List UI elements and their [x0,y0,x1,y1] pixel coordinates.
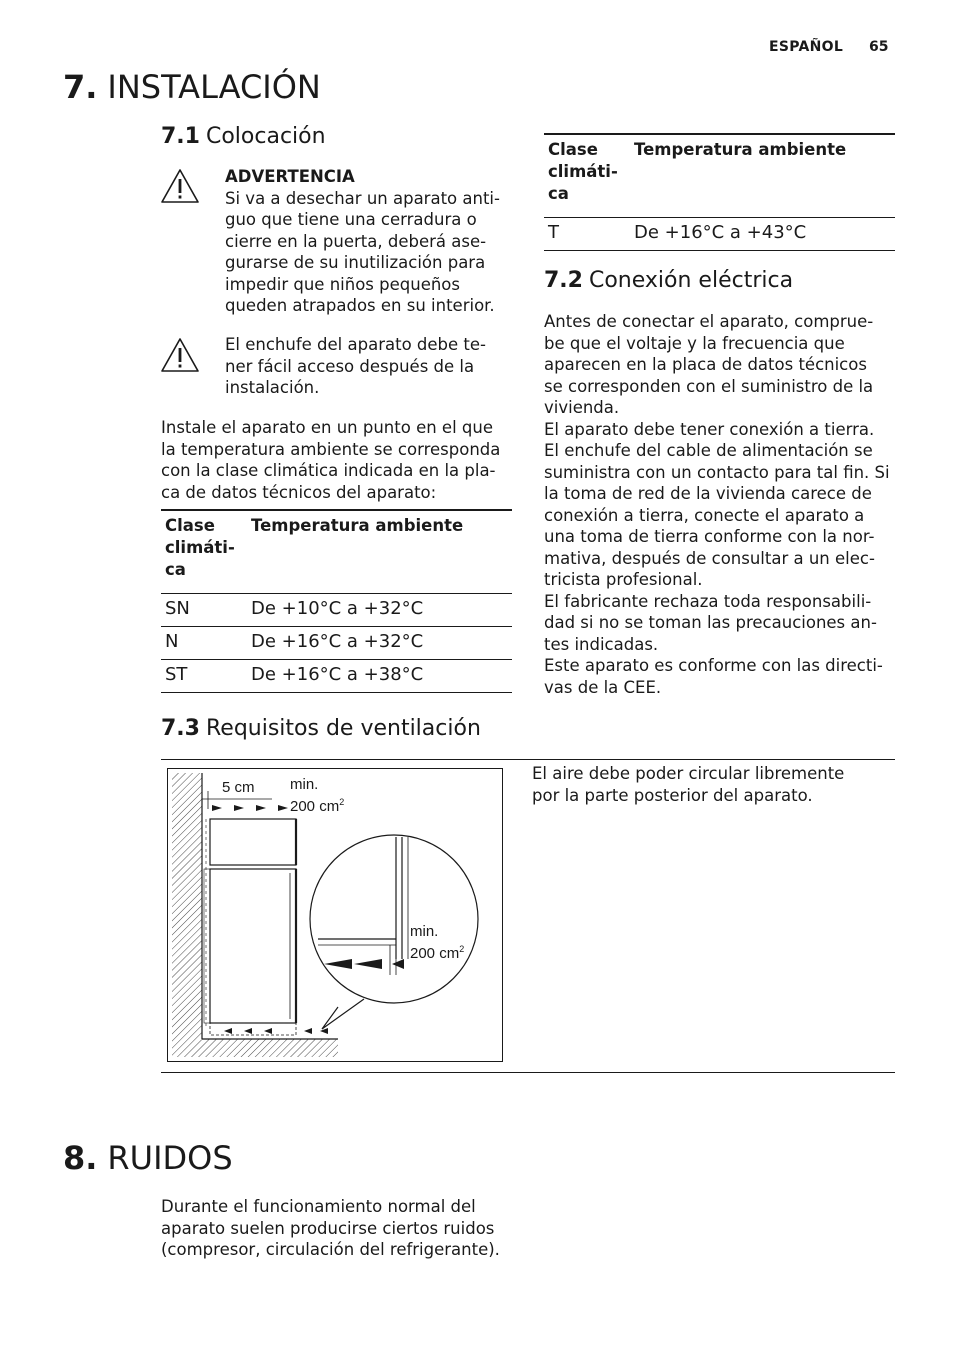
warning-1-line: impedir que niños pequeños [225,274,460,294]
floor-hatch [202,1039,338,1057]
intro-line: ca de datos técnicos del aparato: [161,482,437,502]
warning-2 [225,334,515,399]
table-cell: De +16°C a +43°C [634,222,807,243]
chapter-8-number: 8. [63,1139,98,1177]
body-line: una toma de tierra conforme con la nor- [544,527,875,546]
chapter-7-number: 7. [63,68,98,106]
section-7-2-title [544,268,793,293]
warning-1-line: guo que tiene una cerradura o [225,210,477,229]
warning-1-line: cierre en la puerta, deberá ase- [225,231,487,251]
ventilation-figure [167,768,503,1062]
body-line: Este aparato es conforme con las directi- [544,656,883,675]
body-line: dad si no se toman las precauciones an- [544,613,877,632]
warning-2-line: ner fácil acceso después de la [225,356,475,376]
body-line: (compresor, circulación del refrigerante). [161,1240,500,1259]
warning-2-line: El enchufe del aparato debe te- [225,335,486,354]
warning-triangle-icon [160,337,200,373]
gap-label: 5 cm [222,779,255,796]
table-cell: N [165,631,179,652]
body-line: aparato suelen producirse ciertos ruidos [161,1218,495,1238]
section-7-1-intro [161,417,521,503]
table-row [544,218,895,251]
detail-min-label: min. [410,923,439,940]
body-line: suministra con un contacto para tal fin. Si [544,462,890,482]
body-line: tricista profesional. [544,570,703,589]
climate-class-table [161,509,512,693]
body-line: El enchufe del cable de alimentación se [544,441,873,460]
section-7-2-number: 7.2 [544,268,583,293]
body-line: El aparato debe tener conexión a tierra. [544,419,875,439]
body-line: por la parte posterior del aparato. [532,785,813,805]
chapter-8-body [161,1196,531,1261]
body-line: conexión a tierra, conecte el aparato a [544,505,865,525]
intro-line: la temperatura ambiente se corresponda [161,439,501,459]
table-header-temperature: Temperatura ambiente [251,516,464,535]
table-header-row [544,134,895,218]
section-7-2-body [544,311,914,698]
section-7-3-label: Requisitos de ventilación [205,716,481,741]
body-line: vivienda. [544,398,620,417]
warning-2-line: instalación. [225,378,320,397]
body-line: vas de la CEE. [544,677,662,697]
table-row [161,660,512,693]
warning-1-line: Si va a desechar un aparato anti- [225,188,500,208]
detail-area-label: 200 $cm^2$ [410,944,465,962]
table-cell: De +16°C a +32°C [251,631,424,652]
body-line: se corresponden con el suministro de la [544,376,874,396]
table-cell: ST [165,664,188,685]
intro-line: Instale el aparato en un punto en el que [161,418,493,437]
warning-1-line: queden atrapados en su interior. [225,296,495,315]
section-7-3-top-rule [161,759,895,760]
table-cell: T [548,222,559,243]
warning-1-line: gurarse de su inutilización para [225,253,486,272]
table-cell: De +10°C a +32°C [251,598,424,619]
body-line: El fabricante rechaza toda responsabili- [544,591,872,611]
body-line: tes indicadas. [544,634,659,654]
table-header-temperature: Temperatura ambiente [634,140,847,159]
body-line: mativa, después de consultar a un elec- [544,548,875,568]
section-7-1-number: 7.1 [161,124,200,149]
section-7-3-number: 7.3 [161,716,200,741]
chapter-8-label: RUIDOS [107,1139,233,1177]
page-number: 65 [869,39,889,55]
top-min-label: min. [290,776,319,793]
table-cell: SN [165,598,190,619]
body-line: El aire debe poder circular libremente [532,764,845,783]
table-header-class: Clase climáti- ca [165,516,235,579]
wall-hatch [172,773,202,1057]
body-line: aparecen en la placa de datos técnicos [544,355,867,374]
chapter-7-title [63,68,321,106]
body-line: be que el voltaje y la frecuencia que [544,333,845,353]
section-7-1-label: Colocación [205,124,326,149]
warning-1 [225,166,515,317]
bottom-airflow-arrows [224,1028,328,1034]
section-7-3-bottom-rule [161,1072,895,1073]
warning-title: ADVERTENCIA [225,167,355,186]
appliance [210,869,296,1023]
section-7-3-body [532,763,892,806]
warning-triangle-icon [160,168,200,204]
body-line: Antes de conectar el aparato, comprue- [544,312,874,331]
detail-callout [310,835,478,1003]
body-line: la toma de red de la vivienda carece de [544,484,872,503]
upper-cabinet [210,819,296,865]
section-7-2-label: Conexión eléctrica [588,268,794,293]
chapter-7-label: INSTALACIÓN [107,68,321,106]
table-row [161,594,512,627]
table-header-class: Clase climáti- ca [548,140,618,203]
table-row [161,627,512,660]
top-airflow-arrows [212,805,288,811]
intro-line: con la clase climática indicada en la pla- [161,461,496,480]
section-7-3-title [161,716,481,741]
header-language: ESPAÑOL [769,39,844,55]
body-line: Durante el funcionamiento normal del [161,1197,476,1216]
section-7-1-title [161,124,326,149]
top-area-label: 200 $cm^2$ [290,797,345,815]
table-header-row [161,510,512,594]
chapter-8-title [63,1139,233,1177]
table-cell: De +16°C a +38°C [251,664,424,685]
climate-class-table-continued [544,133,895,251]
